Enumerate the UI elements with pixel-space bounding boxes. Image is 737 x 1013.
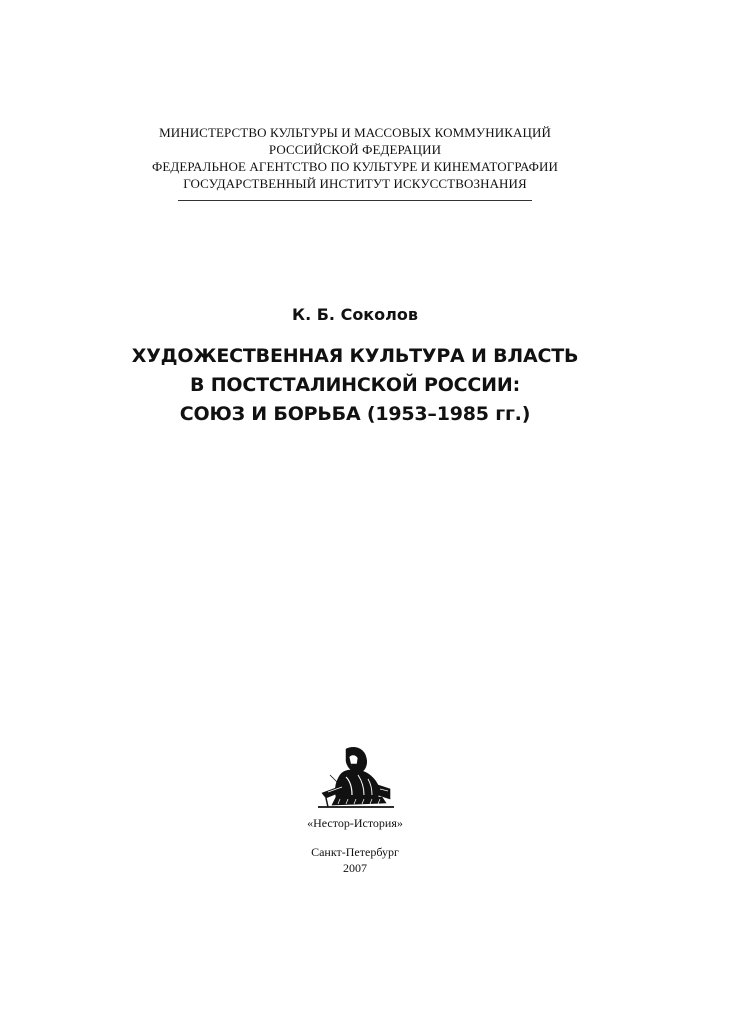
header-line-institute: ГОСУДАРСТВЕННЫЙ ИНСТИТУТ ИСКУССТВОЗНАНИЯ: [183, 176, 527, 191]
book-title: [0, 342, 710, 429]
header-line-federation: РОССИЙСКОЙ ФЕДЕРАЦИИ: [268, 142, 442, 157]
header-line-ministry: МИНИСТЕРСТВО КУЛЬТУРЫ И МАССОВЫХ КОММУНИКАЦИЙ: [159, 125, 551, 140]
title-line-2: В ПОСТСТАЛИНСКОЙ РОССИИ:: [190, 374, 520, 396]
organization-header: [0, 124, 710, 192]
header-divider: [178, 200, 532, 201]
publication-city: Санкт-Петербург: [311, 845, 399, 859]
author-name: К. Б. Соколов: [292, 305, 418, 324]
publication-year: 2007: [343, 861, 367, 875]
header-line-agency: ФЕДЕРАЛЬНОЕ АГЕНТСТВО ПО КУЛЬТУРЕ И КИНЕМАТОГРАФИИ: [151, 159, 559, 174]
title-line-1: ХУДОЖЕСТВЕННАЯ КУЛЬТУРА И ВЛАСТЬ: [131, 345, 579, 367]
publisher-name: «Нестор-История»: [307, 816, 403, 830]
title-line-3: СОЮЗ И БОРЬБА (1953–1985 гг.): [179, 403, 531, 425]
monk-scribe-icon: [316, 745, 396, 810]
